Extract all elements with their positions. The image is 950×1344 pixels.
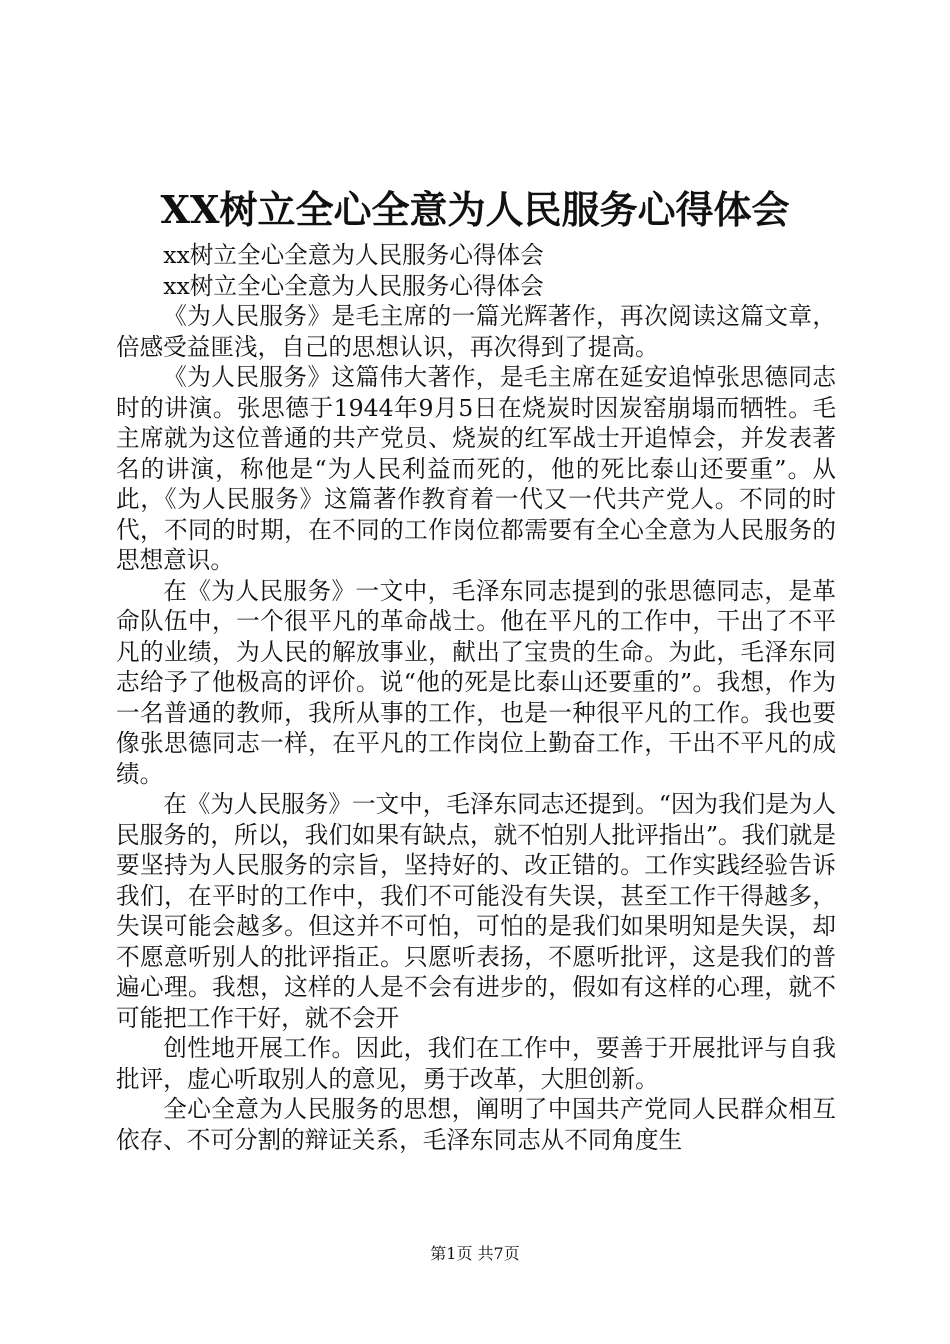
- document-body: [116, 240, 836, 1155]
- paragraph: 全心全意为人民服务的思想，阐明了中国共产党同人民群众相互依存、不可分割的辩证关系，毛泽东同志从不同角度生: [116, 1095, 836, 1154]
- paragraph: 在《为人民服务》一文中，毛泽东同志提到的张思德同志，是革命队伍中，一个很平凡的革命战士。他在平凡的工作中，干出了不平凡的业绩，为人民的解放事业，献出了宝贵的生命。为此，毛泽东同志给予了他极高的评价。说“他的死是比泰山还要重的”。我想，作为一名普通的教师，我所从事的工作，也是一种很平凡的工作。我也要像张思德同志一样，在平凡的工作岗位上勤奋工作，干出不平凡的成绩。: [116, 576, 836, 788]
- paragraph: xx树立全心全意为人民服务心得体会: [163, 271, 544, 300]
- paragraph: 《为人民服务》这篇伟大著作，是毛主席在延安追悼张思德同志时的讲演。张思德于1944年9月5日在烧炭时因炭窑崩塌而牺牲。毛主席就为这位普通的共产党员、烧炭的红军战士开追悼会，并发表著名的讲演，称他是“为人民利益而死的，他的死比泰山还要重”。从此，《为人民服务》这篇著作教育着一代又一代共产党人。不同的时代，不同的时期，在不同的工作岗位都需要有全心全意为人民服务的思想意识。: [116, 363, 836, 574]
- paragraph: 创性地开展工作。因此，我们在工作中，要善于开展批评与自我批评，虚心听取别人的意见，勇于改革，大胆创新。: [116, 1034, 836, 1093]
- paragraph: xx树立全心全意为人民服务心得体会: [163, 241, 544, 269]
- paragraph: 《为人民服务》是毛主席的一篇光辉著作，再次阅读这篇文章，倍感受益匪浅，自己的思想认识，再次得到了提高。: [116, 302, 836, 361]
- paragraph: 在《为人民服务》一文中，毛泽东同志还提到。“因为我们是为人民服务的，所以，我们如果有缺点，就不怕别人批评指出”。我们就是要坚持为人民服务的宗旨，坚持好的、改正错的。工作实践经验告诉我们，在平时的工作中，我们不可能没有失误，甚至工作干得越多，失误可能会越多。但这并不可怕，可怕的是我们如果明知是失误，却不愿意听别人的批评指正。只愿听表扬，不愿听批评，这是我们的普遍心理。我想，这样的人是不会有进步的，假如有这样的心理，就不可能把工作干好，就不会开: [116, 790, 836, 1032]
- page-footer: 第1页 共7页: [430, 1244, 520, 1263]
- document-title: XX树立全心全意为人民服务心得体会: [160, 187, 790, 232]
